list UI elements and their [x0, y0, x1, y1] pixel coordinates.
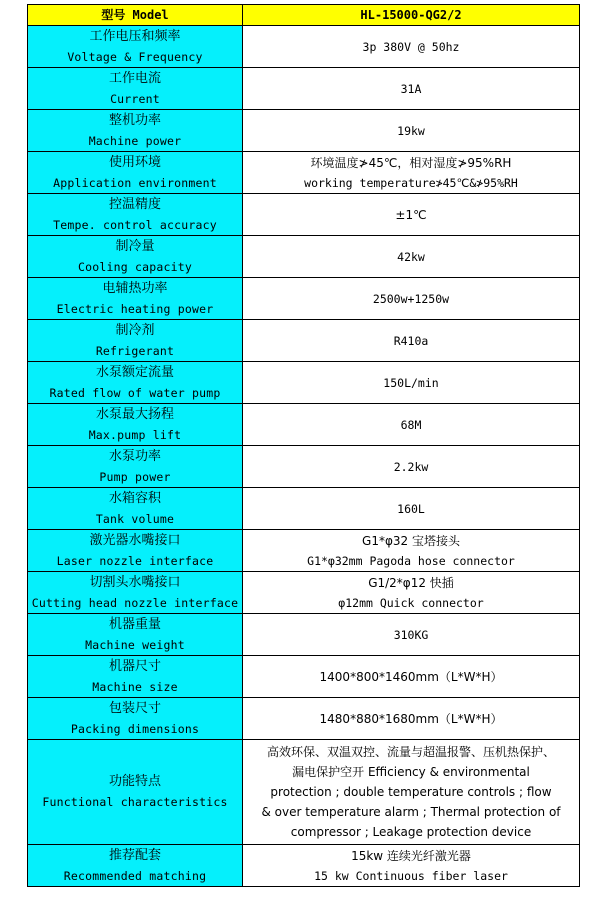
spec-row-power — [28, 110, 580, 152]
value-text-zh: 15kw 连续光纤激光器 — [351, 848, 471, 863]
row-label — [28, 656, 243, 698]
row-value — [243, 320, 580, 362]
label-en: Electric heating power — [56, 301, 214, 316]
row-value — [243, 698, 580, 740]
label-zh: 制冷剂 — [115, 322, 155, 338]
label-zh: 水泵功率 — [108, 448, 161, 464]
label-zh: 水泵额定流量 — [95, 364, 174, 380]
label-zh: 机器尺寸 — [108, 658, 161, 674]
spec-row-weight — [28, 614, 580, 656]
label-en: Current — [110, 91, 160, 106]
label-en: Tank volume — [95, 511, 175, 526]
label-en: Pump power — [99, 469, 171, 484]
label-zh: 整机功率 — [108, 112, 161, 128]
spec-row-refrigerant — [28, 320, 580, 362]
row-label — [28, 236, 243, 278]
row-label — [28, 26, 243, 68]
label-zh: 工作电流 — [108, 70, 161, 86]
value-text-zh: G1/2*φ12 快插 — [368, 575, 454, 590]
value-text-en: G1*φ32mm Pagoda hose connector — [307, 553, 515, 568]
spec-row-lift — [28, 404, 580, 446]
row-value — [243, 236, 580, 278]
value-text: 3p 380V @ 50hz — [362, 39, 460, 54]
value-text: 160L — [397, 501, 425, 516]
row-value — [243, 278, 580, 320]
row-label — [28, 845, 243, 887]
label-en: Tempe. control accuracy — [53, 217, 217, 232]
value-text-en: working temperature≯45℃&≯95%RH — [304, 175, 518, 190]
label-en: Cooling capacity — [78, 259, 192, 274]
row-label — [28, 530, 243, 572]
value-text-zh: 环境温度≯45℃，相对湿度≯95%RH — [310, 155, 512, 170]
row-label — [28, 488, 243, 530]
row-value — [243, 446, 580, 488]
row-label — [28, 278, 243, 320]
label-zh: 包装尺寸 — [108, 700, 161, 716]
row-label — [28, 446, 243, 488]
label-en: Packing dimensions — [70, 721, 200, 736]
row-label — [28, 320, 243, 362]
row-value — [243, 110, 580, 152]
value-text: 31A — [400, 81, 422, 96]
value-text-en: 15 kw Continuous fiber laser — [314, 868, 508, 883]
label-en: Functional characteristics — [42, 795, 228, 809]
label-en: Cutting head nozzle interface — [31, 595, 239, 610]
features-line: & over temperature alarm ; Thermal protection of — [261, 805, 561, 819]
value-text: 1480*880*1680mm（L*W*H） — [319, 711, 503, 726]
label-zh: 电辅热功率 — [102, 280, 168, 296]
spec-row-cutting-nozzle — [28, 572, 580, 614]
value-text: ±1℃ — [395, 207, 427, 222]
spec-row-flow — [28, 362, 580, 404]
row-label — [28, 572, 243, 614]
row-value — [243, 845, 580, 887]
spec-row-heating — [28, 278, 580, 320]
row-value — [243, 194, 580, 236]
label-en: Machine size — [92, 679, 178, 694]
row-value — [243, 656, 580, 698]
value-text: 19kw — [397, 123, 425, 138]
row-value — [243, 488, 580, 530]
value-text: 1400*800*1460mm（L*W*H） — [319, 669, 503, 684]
label-zh: 激光器水嘴接口 — [89, 532, 181, 548]
spec-row-features — [28, 740, 580, 845]
label-zh: 控温精度 — [108, 196, 161, 212]
spec-row-pump-power — [28, 446, 580, 488]
value-text: 2.2kw — [393, 459, 429, 474]
spec-row-tank — [28, 488, 580, 530]
label-zh: 功能特点 — [108, 774, 161, 789]
label-zh: 使用环境 — [108, 154, 161, 170]
row-value — [243, 404, 580, 446]
features-text — [243, 740, 580, 845]
value-text: 150L/min — [383, 375, 439, 390]
label-en: Machine weight — [85, 637, 185, 652]
value-text: 68M — [400, 417, 422, 432]
spec-row-current — [28, 68, 580, 110]
label-en: Refrigerant — [95, 343, 175, 358]
model-value: HL-15000-QG2/2 — [243, 5, 580, 26]
label-en: Max.pump lift — [88, 427, 182, 442]
label-en: Laser nozzle interface — [56, 553, 214, 568]
label-en: Machine power — [88, 133, 182, 148]
spec-row-accuracy — [28, 194, 580, 236]
spec-row-voltage — [28, 26, 580, 68]
model-label: 型号 Model — [28, 5, 243, 26]
row-value — [243, 362, 580, 404]
spec-row-recommended — [28, 845, 580, 887]
value-text: 42kw — [397, 249, 425, 264]
spec-table — [27, 4, 580, 887]
value-text-zh: G1*φ32 宝塔接头 — [362, 533, 460, 548]
label-zh: 推荐配套 — [108, 847, 161, 863]
label-en: Application environment — [53, 175, 217, 190]
row-label — [28, 404, 243, 446]
label-zh: 制冷量 — [115, 238, 155, 254]
label-zh: 水泵最大扬程 — [95, 406, 174, 422]
row-label — [28, 152, 243, 194]
label-zh: 工作电压和频率 — [89, 28, 181, 44]
header-row — [28, 5, 580, 26]
spec-row-packing — [28, 698, 580, 740]
row-label — [28, 740, 243, 845]
row-value — [243, 614, 580, 656]
row-label — [28, 614, 243, 656]
row-label — [28, 362, 243, 404]
spec-row-cooling — [28, 236, 580, 278]
row-label — [28, 68, 243, 110]
value-text-en: φ12mm Quick connector — [338, 595, 484, 610]
row-label — [28, 110, 243, 152]
row-value — [243, 530, 580, 572]
row-value — [243, 68, 580, 110]
label-zh: 水箱容积 — [108, 490, 161, 506]
spec-row-size — [28, 656, 580, 698]
row-value — [243, 26, 580, 68]
features-line: 漏电保护空开 Efficiency & environmental — [292, 765, 530, 779]
row-value — [243, 152, 580, 194]
row-label — [28, 698, 243, 740]
value-text: R410a — [393, 333, 429, 348]
label-zh: 切割头水嘴接口 — [89, 574, 181, 590]
label-zh: 机器重量 — [108, 616, 161, 632]
label-en: Recommended matching — [63, 868, 207, 883]
label-en: Voltage & Frequency — [67, 49, 203, 64]
row-label — [28, 194, 243, 236]
label-en: Rated flow of water pump — [49, 385, 221, 400]
row-value — [243, 572, 580, 614]
value-text: 2500w+1250w — [372, 291, 450, 306]
spec-row-laser-nozzle — [28, 530, 580, 572]
value-text: 310KG — [393, 627, 429, 642]
features-line: protection ; double temperature controls ; flow — [270, 785, 552, 799]
features-line: 高效环保、双温双控、流量与超温报警、压机热保护、 — [266, 745, 555, 759]
features-line: compressor ; Leakage protection device — [290, 825, 532, 839]
spec-row-environment — [28, 152, 580, 194]
